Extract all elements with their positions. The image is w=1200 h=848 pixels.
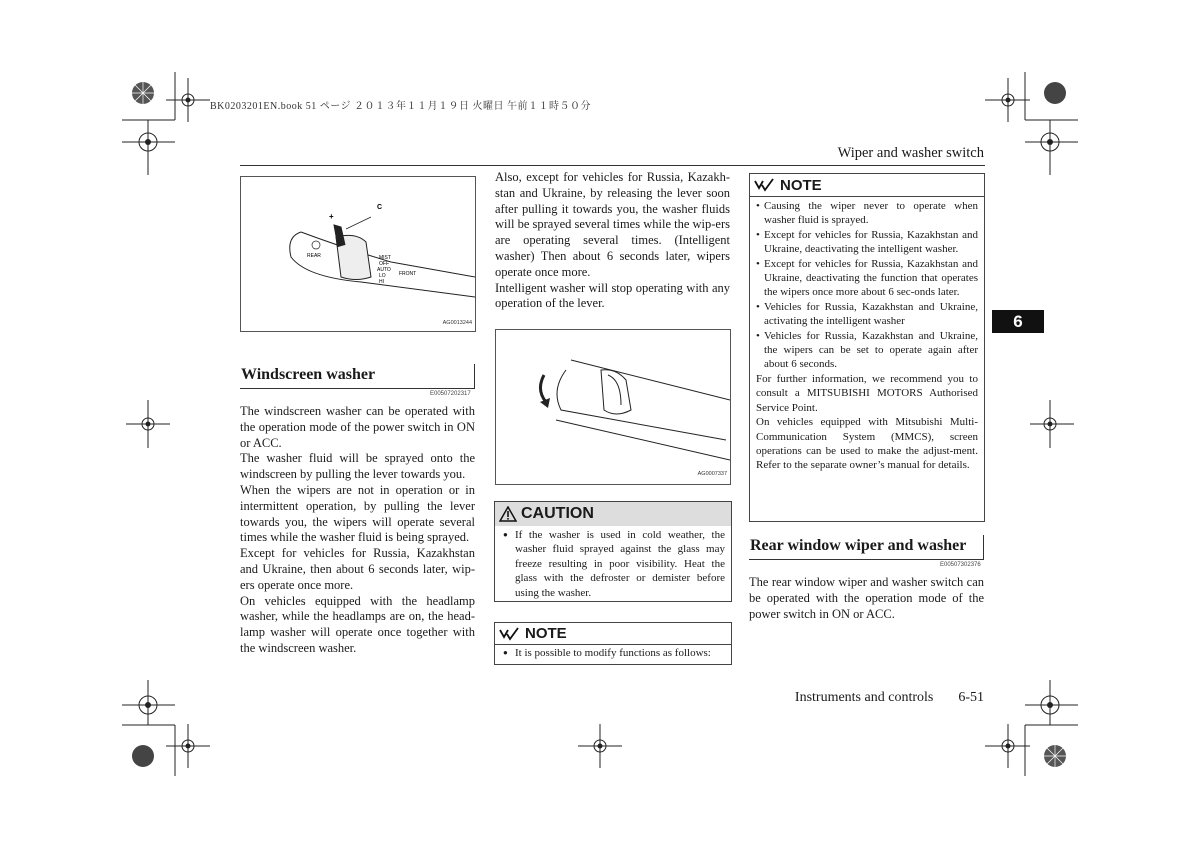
note-header: [495, 623, 731, 645]
lever-hi-label: HI: [379, 279, 384, 285]
note-body: [750, 197, 984, 477]
lever-plus-label: +: [329, 212, 334, 221]
section-code: E00507302376: [940, 562, 981, 568]
note-item: ● It is possible to modify functions as follows:: [501, 646, 725, 660]
lever-lo-label: LO: [379, 273, 386, 279]
paragraph: Except for vehicles for Russia, Kazakhstan and Ukraine, then about 6 seconds later, wip-ers operate once more.: [240, 546, 475, 592]
section-code: E00507202317: [430, 391, 471, 397]
windscreen-washer-body: [240, 404, 475, 657]
lever-c-label: C: [377, 204, 383, 211]
note-check-icon: [754, 178, 776, 192]
paragraph: The rear window wiper and washer switch can be operated with the operation mode of the power switch in ON or ACC.: [749, 575, 984, 621]
footer-section: Instruments and controls: [794, 690, 934, 705]
note-title: NOTE: [525, 625, 567, 642]
middle-column-body: [495, 170, 730, 312]
note-box-right: [749, 173, 985, 522]
rear-wiper-body: [749, 575, 984, 622]
section-rule-tick: [983, 535, 984, 560]
caution-title: CAUTION: [521, 505, 594, 522]
caution-header: [495, 502, 731, 526]
section-title-windscreen-washer: Windscreen washer: [241, 366, 376, 383]
paragraph: When the wipers are not in operation or in intermittent operation, by pulling the lever towards you, the wipers will operate several times while the washer fluid is being sprayed.: [240, 482, 475, 545]
section-title-rear-wiper: Rear window wiper and washer: [750, 537, 967, 554]
figure-wiper-lever: [240, 176, 476, 332]
caution-body: [495, 526, 731, 604]
paragraph: On vehicles equipped with the headlamp washer, while the headlamps are on, the head-lamp washer will operate once together with the windscreen washer.: [240, 593, 475, 655]
note-list-item: • Vehicles for Russia, Kazakhstan and Ukraine, the wipers can be set to operate again after about 6 seconds.: [756, 329, 978, 372]
warning-triangle-icon: [499, 506, 517, 522]
chapter-tab: 6: [992, 310, 1044, 333]
note-paragraph: On vehicles equipped with Mitsubishi Multi-Communication System (MMCS), screen operations can be used to make the adjust-ment. Refer to the separate owner’s manual for details.: [756, 416, 978, 472]
figure-code: AG0013244: [442, 320, 472, 326]
note-list-item: • Vehicles for Russia, Kazakhstan and Ukraine, activating the intelligent washer: [756, 300, 978, 329]
lever-auto-label: AUTO: [377, 267, 391, 273]
note-body: [495, 645, 731, 664]
section-rule: [240, 388, 474, 389]
note-header: [750, 174, 984, 197]
pull-lever-illustration: [496, 330, 730, 484]
paragraph: The windscreen washer can be operated with the operation mode of the power switch in ON or ACC.: [240, 404, 475, 450]
caution-item: ● If the washer is used in cold weather, the washer fluid sprayed against the glass may freeze resulting in poor visibility. Heat the glass with the defroster or demister before using the washer.: [501, 528, 725, 600]
running-header-title: Wiper and washer switch: [837, 145, 984, 161]
note-list: [756, 199, 978, 372]
page-footer: [795, 690, 984, 706]
section-rule-tick: [474, 364, 475, 389]
note-list-item: • Except for vehicles for Russia, Kazakhstan and Ukraine, deactivating the intelligent washer.: [756, 228, 978, 257]
note-paragraph: For further information, we recommend you to consult a MITSUBISHI MOTORS Authorised Service Point.: [756, 372, 978, 414]
lever-front-label: FRONT: [399, 271, 417, 277]
figure-pull-lever: [495, 329, 731, 485]
header-rule: [240, 165, 985, 166]
footer-page-number: 6-51: [958, 690, 984, 705]
note-list-item: • Causing the wiper never to operate when washer fluid is sprayed.: [756, 199, 978, 228]
paragraph: Intelligent washer will stop operating with any operation of the lever.: [495, 280, 730, 311]
section-rule: [749, 559, 983, 560]
lever-mist-label: MIST: [379, 255, 391, 261]
book-imprint-line: BK0203201EN.book 51 ページ ２０１３年１１月１９日 火曜日 午前１１時５０分: [210, 101, 592, 112]
paragraph: The washer fluid will be sprayed onto the windscreen by pulling the lever towards you.: [240, 451, 475, 482]
lever-off-label: OFF: [379, 261, 389, 267]
note-check-icon: [499, 627, 521, 641]
paragraph: Also, except for vehicles for Russia, Kazakh-stan and Ukraine, by releasing the lever soon after pulling it towards you, the washer fluids will be sprayed several times while the wip-ers are operating several times. (Intelligent washer) Then about 6 seconds later, wipers operate once more.: [495, 170, 730, 279]
wiper-lever-illustration: [241, 177, 475, 331]
note-title: NOTE: [780, 176, 822, 194]
note-box-small: [494, 622, 732, 665]
note-list-item: • Except for vehicles for Russia, Kazakhstan and Ukraine, deactivating the function that operates the wipers once more about 6 sec-onds later.: [756, 257, 978, 300]
figure-code: AG0007337: [697, 471, 727, 477]
lever-rear-label: REAR: [307, 253, 321, 259]
caution-box: [494, 501, 732, 602]
